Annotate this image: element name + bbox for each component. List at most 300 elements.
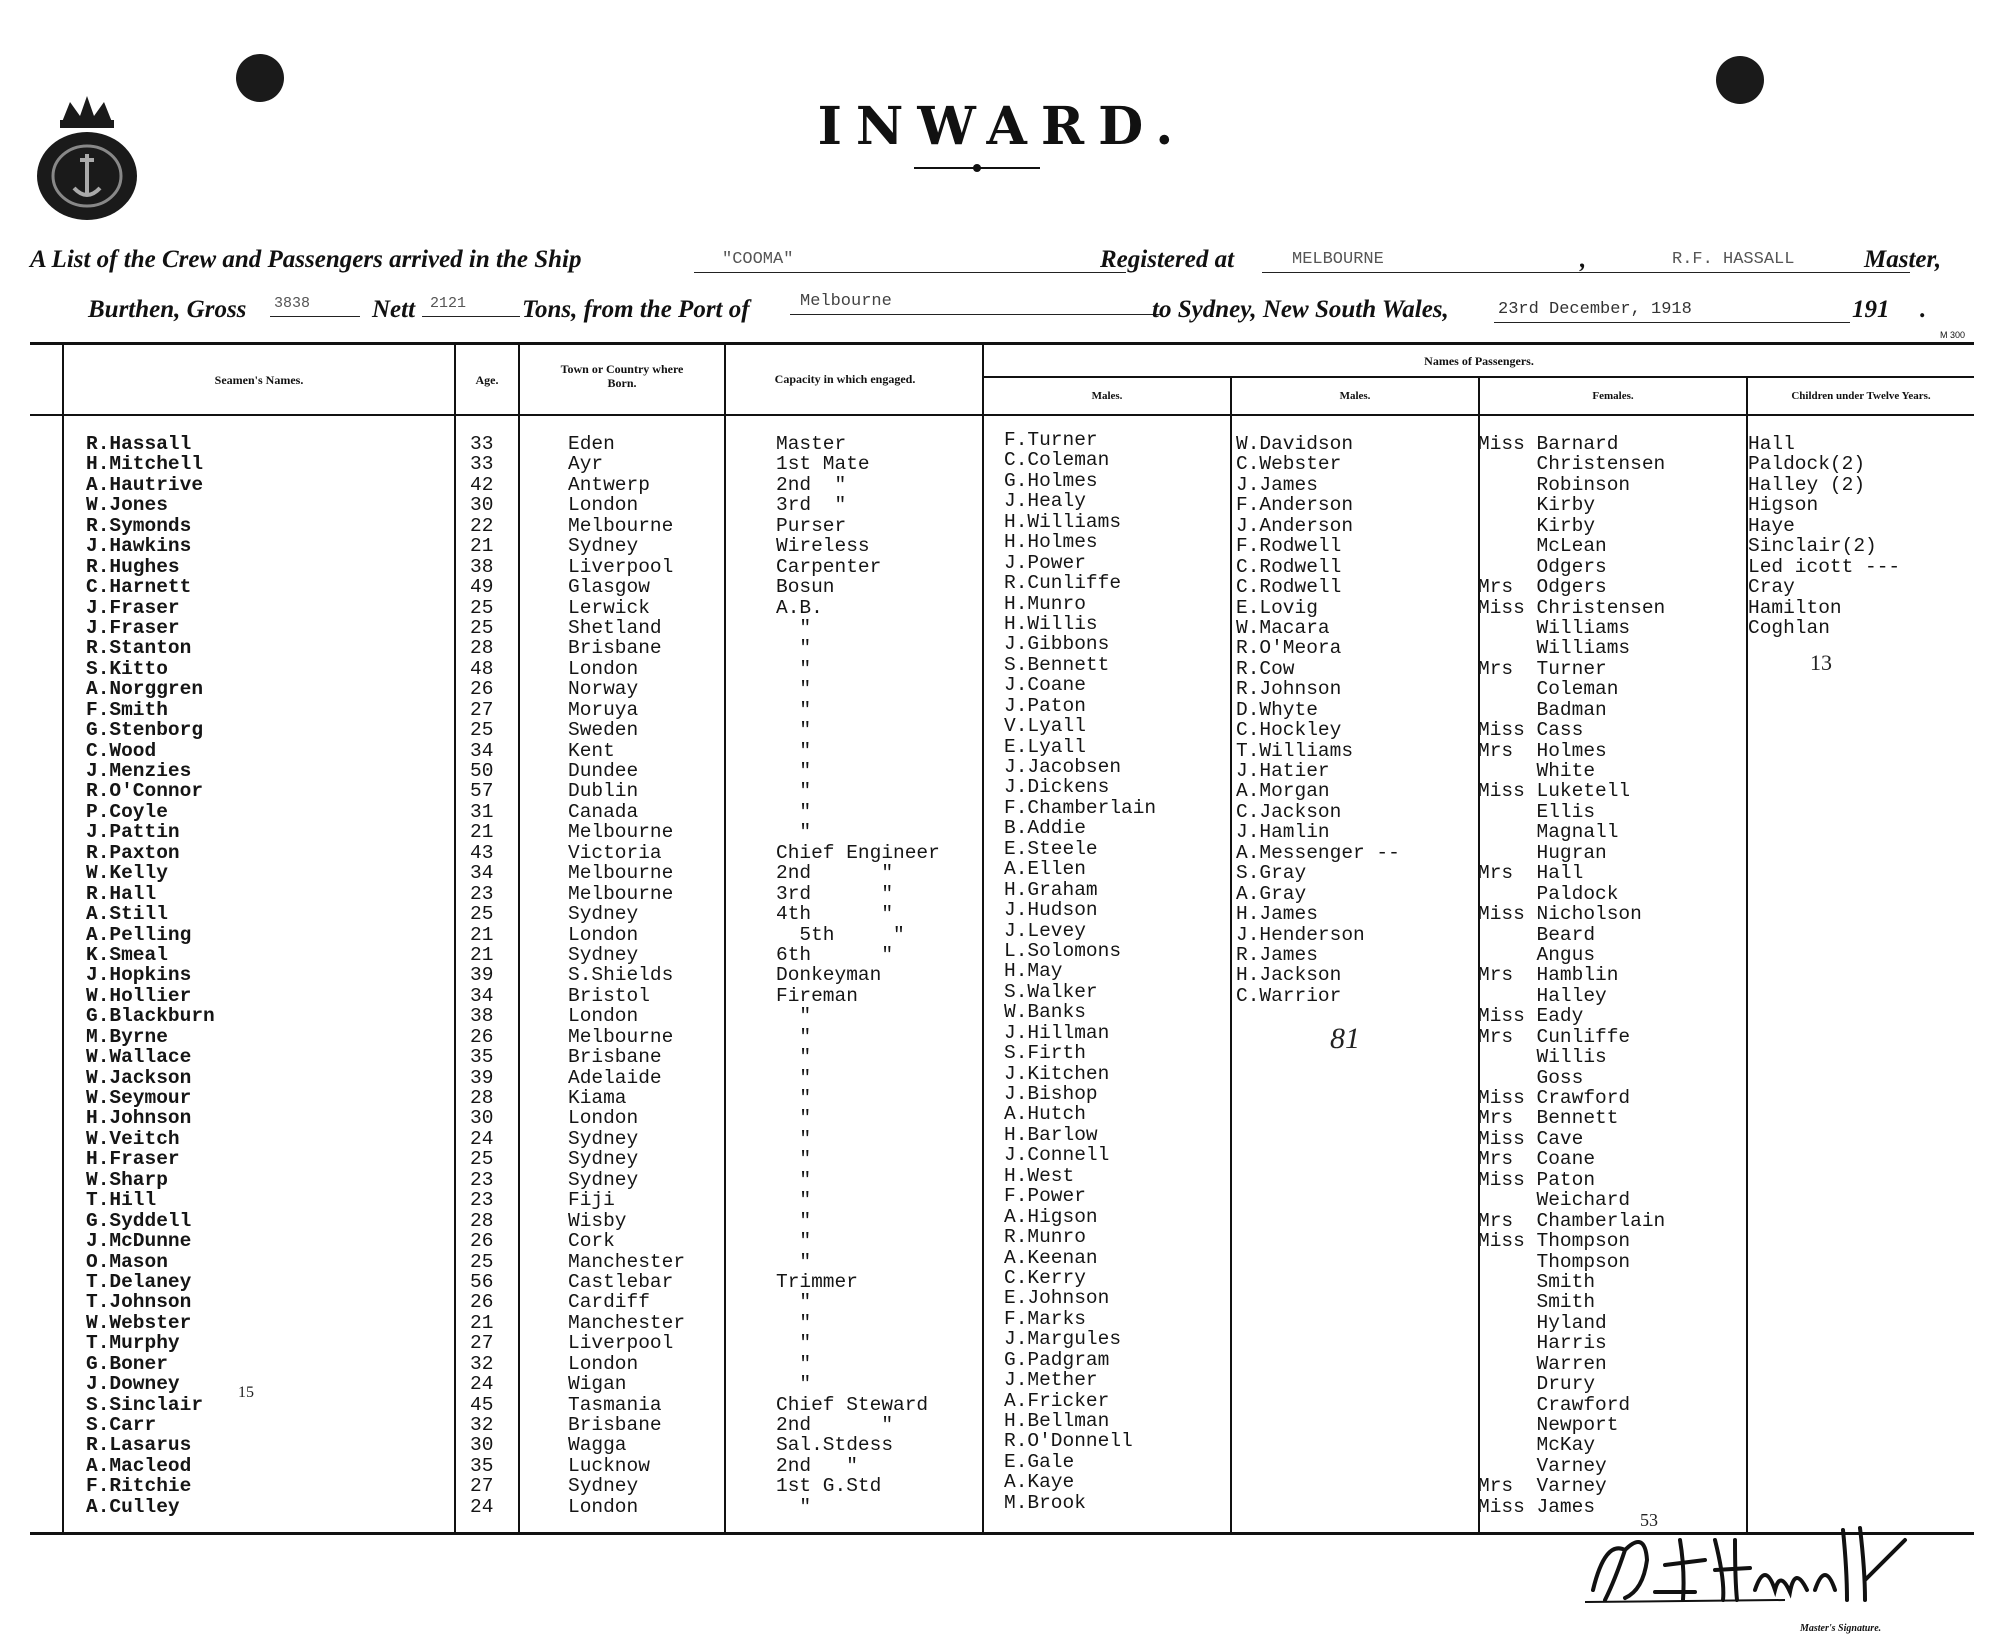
male-passenger: F.Power — [1004, 1185, 1086, 1208]
male-passenger: C.Rodwell — [1236, 555, 1342, 578]
crew-capacity: 2nd " — [776, 1414, 894, 1436]
crew-birthplace: Eden — [568, 433, 615, 455]
male-passenger: H.Jackson — [1236, 964, 1342, 987]
male-passenger: J.Hamlin — [1236, 821, 1330, 844]
header-seamen-names: Seamen's Names. — [214, 373, 304, 387]
crew-birthplace: Liverpool — [568, 1332, 674, 1355]
crew-capacity: " — [776, 719, 812, 742]
female-passenger: Magnall — [1478, 821, 1619, 844]
crew-name: C.Wood — [86, 739, 157, 762]
crew-birthplace: Dublin — [568, 780, 639, 803]
crew-name: O.Mason — [86, 1250, 168, 1273]
female-passenger: Miss Luketell — [1478, 780, 1631, 803]
male-passenger: H.James — [1236, 903, 1318, 926]
crew-name: J.Fraser — [86, 616, 180, 639]
crew-age: 28 — [470, 1209, 494, 1232]
male-passenger: J.Paton — [1004, 694, 1086, 717]
crew-capacity: " — [776, 1127, 812, 1150]
male-passenger: A.Ellen — [1004, 858, 1086, 881]
crew-age: 35 — [470, 1454, 494, 1477]
crew-name: R.Paxton — [86, 841, 180, 864]
crew-birthplace: Sydney — [568, 1168, 639, 1191]
female-passenger: Willis — [1478, 1046, 1607, 1069]
male-passenger: A.Morgan — [1236, 780, 1330, 803]
crew-name: T.Murphy — [86, 1332, 180, 1355]
crew-age: 21 — [470, 923, 494, 946]
female-passenger: Thompson — [1478, 1250, 1631, 1273]
col-divider-age — [454, 345, 456, 1533]
crew-name: G.Blackburn — [86, 1005, 215, 1028]
heading-line1-comma: , — [1580, 246, 1587, 273]
punch-hole-left — [236, 54, 284, 102]
crew-age: 25 — [470, 1250, 494, 1273]
crew-name: W.Hollier — [86, 984, 192, 1007]
female-passenger: McKay — [1478, 1434, 1596, 1457]
male-passenger: R.O'Meora — [1236, 637, 1342, 660]
crew-birthplace: Melbourne — [568, 821, 674, 844]
crew-birthplace: Sydney — [568, 1148, 639, 1171]
crew-capacity: Fireman — [776, 984, 858, 1007]
crew-age: 27 — [470, 698, 494, 721]
crew-age: 25 — [470, 903, 494, 926]
crew-name: S.Carr — [86, 1414, 157, 1436]
crew-birthplace: Sydney — [568, 1475, 639, 1498]
crew-age: 48 — [470, 657, 494, 680]
crew-capacity: Wireless — [776, 535, 870, 558]
female-passenger: Mrs Bennett — [1478, 1107, 1619, 1130]
crew-name: S.Kitto — [86, 657, 168, 680]
crew-capacity: Chief Steward — [776, 1393, 929, 1416]
crew-name: G.Boner — [86, 1352, 168, 1375]
female-passenger: Miss Eady — [1478, 1005, 1584, 1028]
crew-birthplace: Melbourne — [568, 1025, 674, 1048]
downey-row-mark: 15 — [238, 1384, 254, 1401]
col-divider-males1 — [982, 345, 984, 1533]
crew-name: R.Hughes — [86, 555, 180, 578]
crew-birthplace: S.Shields — [568, 964, 674, 987]
col-divider-capacity — [724, 345, 726, 1533]
header-age: Age. — [475, 373, 499, 387]
crew-name: W.Sharp — [86, 1168, 168, 1191]
crew-birthplace: Sydney — [568, 535, 639, 558]
heading-line2-part3: Tons, from the Port of — [522, 296, 750, 323]
crew-capacity: " — [776, 780, 812, 803]
child-passenger: Higson — [1748, 494, 1819, 517]
heading-line2-part4: to Sydney, New South Wales, — [1152, 296, 1449, 323]
female-passenger: Mrs Varney — [1478, 1475, 1607, 1498]
crew-name: W.Jackson — [86, 1066, 192, 1089]
passengers-females-column — [1478, 434, 1665, 1517]
crew-age: 56 — [470, 1270, 494, 1293]
crew-name: R.Symonds — [86, 514, 192, 537]
header-capacity: Capacity in which engaged. — [774, 372, 916, 386]
heading-line2-part2: Nett — [372, 296, 416, 323]
male-passenger: A.Keenan — [1004, 1246, 1098, 1269]
child-passenger: Paldock(2) — [1748, 453, 1866, 476]
crew-birthplace: London — [568, 1352, 639, 1375]
male-passenger: H.West — [1004, 1164, 1075, 1187]
crew-age: 23 — [470, 1189, 494, 1212]
female-passenger: Hugran — [1478, 841, 1607, 864]
crew-age: 21 — [470, 1311, 494, 1334]
male-passenger: H.Williams — [1004, 510, 1122, 533]
male-passenger: J.Power — [1004, 551, 1086, 574]
crew-capacity: Chief Engineer — [776, 841, 940, 864]
crew-capacity: " — [776, 1373, 812, 1396]
crew-capacity: Donkeyman — [776, 964, 882, 987]
female-passenger: Halley — [1478, 984, 1607, 1007]
crew-birthplace: Melbourne — [568, 882, 674, 905]
male-passenger: D.Whyte — [1236, 698, 1318, 721]
heading-line2-part1: Burthen, Gross — [88, 296, 247, 323]
crew-name: J.McDunne — [86, 1230, 192, 1253]
crew-birthplace: Wigan — [568, 1373, 627, 1396]
female-passenger: Mrs Coane — [1478, 1148, 1596, 1171]
crew-capacity: Bosun — [776, 576, 835, 599]
male-passenger: E.Gale — [1004, 1450, 1075, 1473]
crew-capacity: 2nd " — [776, 1454, 858, 1477]
female-passenger: Warren — [1478, 1352, 1607, 1375]
header-town-born: Town or Country where Born. — [560, 362, 684, 390]
male-passenger: G.Padgram — [1004, 1348, 1110, 1371]
crew-age: 23 — [470, 882, 494, 905]
crew-capacity: " — [776, 1148, 812, 1171]
crew-capacity: " — [776, 616, 812, 639]
child-passenger: Hall — [1748, 433, 1795, 455]
crew-age: 28 — [470, 1087, 494, 1109]
crew-birthplace: Bristol — [568, 984, 650, 1007]
crew-age: 35 — [470, 1046, 494, 1069]
male-passenger: J.Healy — [1004, 490, 1086, 513]
crew-capacity: " — [776, 1495, 812, 1518]
crew-birthplace: Liverpool — [568, 555, 674, 578]
female-passenger: McLean — [1478, 535, 1607, 558]
crew-name: J.Downey — [86, 1373, 180, 1396]
table-left-border — [62, 345, 64, 1533]
crew-age: 24 — [470, 1373, 494, 1396]
crew-capacity: " — [776, 800, 812, 823]
crew-name: T.Johnson — [86, 1291, 192, 1314]
female-passenger: Harris — [1478, 1332, 1607, 1355]
crew-capacity: 5th " — [776, 923, 905, 946]
crew-birthplace: Shetland — [568, 616, 662, 639]
crew-capacity: " — [776, 1046, 812, 1069]
crew-capacity: " — [776, 1250, 812, 1273]
female-passenger: Robinson — [1478, 473, 1631, 496]
child-passenger: Cray — [1748, 576, 1795, 599]
male-passenger: S.Gray — [1236, 862, 1307, 885]
male-passenger: J.Connell — [1004, 1144, 1110, 1167]
crew-birthplace: Sweden — [568, 719, 639, 742]
male-passenger: A.Messenger -- — [1236, 841, 1400, 864]
male-passenger: V.Lyall — [1004, 715, 1086, 738]
male-passenger: W.Macara — [1236, 616, 1330, 639]
female-passenger: Miss Paton — [1478, 1168, 1596, 1191]
female-passenger: Angus — [1478, 943, 1596, 966]
crew-capacity: " — [776, 1189, 812, 1212]
crew-name: G.Stenborg — [86, 719, 204, 742]
male-passenger: H.Bellman — [1004, 1410, 1110, 1432]
child-passenger: Halley (2) — [1748, 473, 1866, 496]
crew-age: 30 — [470, 1434, 494, 1457]
crew-name: A.Macleod — [86, 1454, 192, 1477]
male-passenger: J.Hudson — [1004, 899, 1098, 922]
crew-age: 23 — [470, 1168, 494, 1191]
crew-name: A.Culley — [86, 1495, 180, 1518]
heading-line2-part5: 191 — [1852, 296, 1890, 323]
crew-name: T.Hill — [86, 1189, 157, 1212]
female-passenger: Mrs Hamblin — [1478, 964, 1619, 987]
female-passenger: Miss Christensen — [1478, 596, 1666, 619]
females-count-mark: 53 — [1640, 1510, 1658, 1530]
ship-name-field: "COOMA" — [694, 250, 1126, 273]
crew-name: W.Veitch — [86, 1127, 180, 1150]
title-ornament — [914, 162, 1040, 174]
crew-birthplace: Wagga — [568, 1434, 627, 1457]
male-passenger: F.Rodwell — [1236, 535, 1342, 558]
female-passenger: White — [1478, 760, 1596, 782]
crew-age: 21 — [470, 535, 494, 558]
crew-capacity: " — [776, 657, 812, 680]
crew-birthplace: Sydney — [568, 943, 639, 966]
crew-age: 21 — [470, 943, 494, 966]
male-passenger: F.Anderson — [1236, 494, 1354, 517]
female-passenger: Williams — [1478, 616, 1631, 639]
crew-capacity: " — [776, 1025, 812, 1048]
male-passenger: C.Jackson — [1236, 800, 1342, 823]
form-reference: M 300 — [1940, 330, 1966, 340]
female-passenger: Varney — [1478, 1454, 1607, 1477]
male-passenger: F.Marks — [1004, 1307, 1086, 1330]
male-passenger: T.Williams — [1236, 739, 1354, 762]
male-passenger: G.Holmes — [1004, 469, 1098, 492]
crew-birthplace: Melbourne — [568, 514, 674, 537]
crew-age: 26 — [470, 1025, 494, 1048]
male-passenger: A.Hutch — [1004, 1103, 1086, 1126]
crew-names-column — [86, 434, 215, 1517]
male-passenger: J.Jacobsen — [1004, 756, 1122, 778]
header-children: Children under Twelve Years. — [1791, 390, 1931, 402]
male-passenger: J.Henderson — [1236, 923, 1365, 946]
female-passenger: Coleman — [1478, 678, 1619, 701]
males2-count-mark: 81 — [1330, 1022, 1360, 1055]
male-passenger: C.Kerry — [1004, 1266, 1086, 1289]
crew-age: 34 — [470, 862, 494, 885]
child-passenger: Coghlan — [1748, 616, 1830, 639]
crew-capacity: " — [776, 739, 812, 762]
crew-capacity: " — [776, 760, 812, 782]
crew-name: W.Seymour — [86, 1087, 192, 1109]
child-passenger: Hamilton — [1748, 596, 1842, 619]
crew-capacity: " — [776, 1291, 812, 1314]
child-passenger: Haye — [1748, 514, 1795, 537]
crew-age: 33 — [470, 453, 494, 476]
female-passenger: Miss Crawford — [1478, 1087, 1631, 1109]
crew-birthplace: Lucknow — [568, 1454, 650, 1477]
heading-line2-dot: . — [1920, 296, 1927, 323]
passengers-males-2-column — [1236, 434, 1400, 1006]
crew-age: 24 — [470, 1495, 494, 1518]
crew-name: W.Webster — [86, 1311, 192, 1334]
female-passenger: Mrs Turner — [1478, 657, 1607, 680]
crew-capacity: " — [776, 678, 812, 701]
crew-capacity: 2nd " — [776, 862, 894, 885]
male-passenger: J.Margules — [1004, 1328, 1122, 1351]
crew-age: 27 — [470, 1475, 494, 1498]
male-passenger: J.Hillman — [1004, 1021, 1110, 1044]
male-passenger: H.Barlow — [1004, 1123, 1098, 1146]
crew-age: 30 — [470, 494, 494, 517]
female-passenger: Ellis — [1478, 800, 1596, 823]
crew-birthplace: Tasmania — [568, 1393, 662, 1416]
male-passenger: A.Kaye — [1004, 1471, 1075, 1494]
header-passengers: Names of Passengers. — [1424, 354, 1534, 368]
female-passenger: Drury — [1478, 1373, 1596, 1396]
crew-age: 25 — [470, 719, 494, 742]
col-divider-born — [518, 345, 520, 1533]
female-passenger: Christensen — [1478, 453, 1666, 476]
crew-age: 39 — [470, 964, 494, 987]
heading-line1-part1: A List of the Crew and Passengers arrived in the Ship — [30, 246, 582, 273]
crew-birthplace: Victoria — [568, 841, 662, 864]
crew-capacity: " — [776, 1332, 812, 1355]
crew-birthplace: Antwerp — [568, 473, 650, 496]
crew-capacity: " — [776, 1107, 812, 1130]
crew-birthplace: Sydney — [568, 1127, 639, 1150]
male-passenger: E.Lovig — [1236, 596, 1318, 619]
male-passenger: H.Holmes — [1004, 531, 1098, 554]
male-passenger: M.Brook — [1004, 1491, 1086, 1514]
crew-age: 34 — [470, 739, 494, 762]
nett-tonnage-field: 2121 — [422, 294, 520, 317]
crew-name: R.O'Connor — [86, 780, 204, 803]
male-passenger: E.Steele — [1004, 837, 1098, 860]
heading-line1-part2: Registered at — [1100, 246, 1235, 273]
crew-age: 24 — [470, 1127, 494, 1150]
male-passenger: B.Addie — [1004, 817, 1086, 840]
male-passenger: E.Johnson — [1004, 1287, 1110, 1310]
crew-age: 31 — [470, 800, 494, 823]
crew-capacity: 4th " — [776, 903, 894, 926]
male-passenger: L.Solomons — [1004, 939, 1122, 962]
male-passenger: J.Mether — [1004, 1369, 1098, 1392]
male-passenger: C.Rodwell — [1236, 576, 1342, 599]
male-passenger: W.Davidson — [1236, 433, 1354, 455]
male-passenger: H.Willis — [1004, 612, 1098, 635]
crew-name: M.Byrne — [86, 1025, 168, 1048]
male-passenger: A.Gray — [1236, 882, 1307, 905]
header-males-2: Males. — [1339, 390, 1371, 402]
male-passenger: A.Fricker — [1004, 1389, 1110, 1412]
crew-capacity: Master — [776, 433, 847, 455]
crew-name: G.Syddell — [86, 1209, 192, 1232]
male-passenger: R.Munro — [1004, 1226, 1086, 1249]
crew-age: 26 — [470, 1291, 494, 1314]
female-passenger: Miss Cave — [1478, 1127, 1584, 1150]
crew-age: 30 — [470, 1107, 494, 1130]
crew-age: 26 — [470, 678, 494, 701]
female-passenger: Williams — [1478, 637, 1631, 660]
female-passenger: Mrs Holmes — [1478, 739, 1607, 762]
crew-capacity: " — [776, 1005, 812, 1028]
male-passenger: H.Munro — [1004, 592, 1086, 615]
male-passenger: F.Chamberlain — [1004, 796, 1157, 819]
male-passenger: S.Firth — [1004, 1042, 1086, 1065]
crew-capacity: 6th " — [776, 943, 894, 966]
crew-name: C.Harnett — [86, 576, 192, 599]
crew-capacity: " — [776, 1209, 812, 1232]
crew-name: R.Lasarus — [86, 1434, 192, 1457]
child-passenger: Sinclair(2) — [1748, 535, 1877, 558]
female-passenger: Smith — [1478, 1291, 1596, 1314]
crew-birthplace: Wisby — [568, 1209, 627, 1232]
crew-capacity: Carpenter — [776, 555, 882, 578]
crew-capacity: " — [776, 1066, 812, 1089]
crew-name: A.Norggren — [86, 678, 204, 701]
crew-name: A.Pelling — [86, 923, 192, 946]
male-passenger: C.Warrior — [1236, 984, 1342, 1007]
crew-birthplace: Canada — [568, 800, 639, 823]
male-passenger: J.Dickens — [1004, 776, 1110, 799]
crew-name: R.Hassall — [86, 433, 192, 455]
male-passenger: S.Walker — [1004, 980, 1098, 1003]
passengers-males-1-column — [1004, 430, 1156, 1513]
crew-capacity: 3rd " — [776, 494, 847, 517]
crew-age: 25 — [470, 616, 494, 639]
female-passenger: Paldock — [1478, 882, 1619, 905]
female-passenger: Smith — [1478, 1270, 1596, 1293]
crew-born-column — [568, 434, 685, 1517]
crew-birthplace: Brisbane — [568, 1046, 662, 1069]
crew-age: 27 — [470, 1332, 494, 1355]
female-passenger: Miss Nicholson — [1478, 903, 1642, 926]
female-passenger: Miss Thompson — [1478, 1230, 1631, 1253]
crew-age: 57 — [470, 780, 494, 803]
col-divider-males2 — [1230, 377, 1232, 1533]
crew-birthplace: Cardiff — [568, 1291, 650, 1314]
crew-capacity: A.B. — [776, 596, 823, 619]
crew-capacity: 2nd " — [776, 473, 847, 496]
female-passenger: Crawford — [1478, 1393, 1631, 1416]
crew-birthplace: Glasgow — [568, 576, 650, 599]
crew-capacity: " — [776, 821, 812, 844]
crew-name: F.Smith — [86, 698, 168, 721]
crew-name: P.Coyle — [86, 800, 168, 823]
crew-name: T.Delaney — [86, 1270, 192, 1293]
crew-name: J.Hopkins — [86, 964, 192, 987]
crew-ages-column — [470, 434, 493, 1517]
master-name-field: R.F. HASSALL — [1600, 250, 1910, 273]
table-header-rule — [30, 414, 1974, 416]
registered-at-field: MELBOURNE — [1262, 250, 1600, 273]
document-title: INWARD. — [817, 96, 1188, 157]
crew-birthplace: Moruya — [568, 698, 639, 721]
arrival-date-field: 23rd December, 1918 — [1494, 300, 1850, 323]
crew-capacity: Purser — [776, 514, 847, 537]
crew-birthplace: Brisbane — [568, 1414, 662, 1436]
crew-capacity: " — [776, 637, 812, 660]
crew-capacity: 1st Mate — [776, 453, 870, 476]
crew-age: 32 — [470, 1352, 494, 1375]
crew-capacity: Sal.Stdess — [776, 1434, 894, 1457]
crew-age: 34 — [470, 984, 494, 1007]
male-passenger: R.O'Donnell — [1004, 1430, 1133, 1453]
male-passenger: H.Graham — [1004, 878, 1098, 901]
female-passenger: Weichard — [1478, 1189, 1631, 1212]
male-passenger: J.Hatier — [1236, 760, 1330, 782]
crew-birthplace: Kent — [568, 739, 615, 762]
from-port-field: Melbourne — [790, 292, 1162, 315]
